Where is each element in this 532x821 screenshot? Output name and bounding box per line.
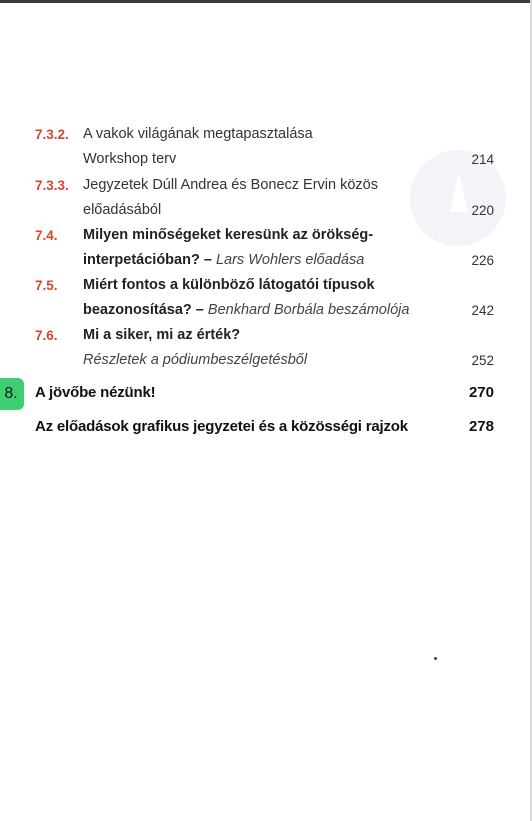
page-number: 270	[468, 384, 494, 401]
section-number: 7.4.	[35, 228, 58, 243]
entry-title-line1: Milyen minőségeket keresünk az örökség-	[83, 227, 374, 243]
entry-title-line2: előadásából	[83, 202, 162, 218]
entry-author: Lars Wohlers előadása	[215, 252, 365, 268]
entry-title-line1: Mi a siker, mi az érték?	[83, 327, 241, 343]
entry-title-line1: Jegyzetek Dúll Andrea és Bonecz Ervin közös	[83, 177, 378, 193]
print-speck	[434, 657, 437, 660]
section-number: 7.3.2.	[35, 127, 69, 142]
page-number: 242	[471, 303, 494, 318]
page-number: 278	[468, 418, 494, 435]
section-number: 7.5.	[35, 278, 58, 293]
page-number: 252	[471, 353, 494, 368]
section-number: 7.6.	[35, 328, 58, 343]
chapter-marker-badge: 8.	[0, 378, 24, 410]
chapter-title: Az előadások grafikus jegyzetei és a közösségi rajzok	[35, 418, 408, 435]
entry-author: Benkhard Borbála beszámolója	[207, 302, 410, 318]
entry-author: Részletek a pódiumbeszélgetésből	[83, 352, 308, 368]
entry-title-line2	[83, 252, 364, 268]
page-number: 214	[471, 152, 494, 167]
section-number: 7.3.3.	[35, 178, 69, 193]
entry-title-line1: A vakok világának megtapasztalása	[83, 126, 313, 142]
page-number: 220	[471, 203, 494, 218]
entry-title-line2	[83, 302, 409, 318]
entry-title-line1: Miért fontos a különböző látogatói típusok	[83, 277, 375, 293]
entry-title-text: beazonosítása? –	[83, 302, 208, 318]
entry-title-line2: Workshop terv	[83, 151, 177, 167]
page-number: 226	[471, 253, 494, 268]
page-top-edge	[0, 0, 532, 3]
entry-title-text: interpetációban? –	[83, 252, 216, 268]
chapter-title: A jövőbe nézünk!	[35, 384, 156, 401]
